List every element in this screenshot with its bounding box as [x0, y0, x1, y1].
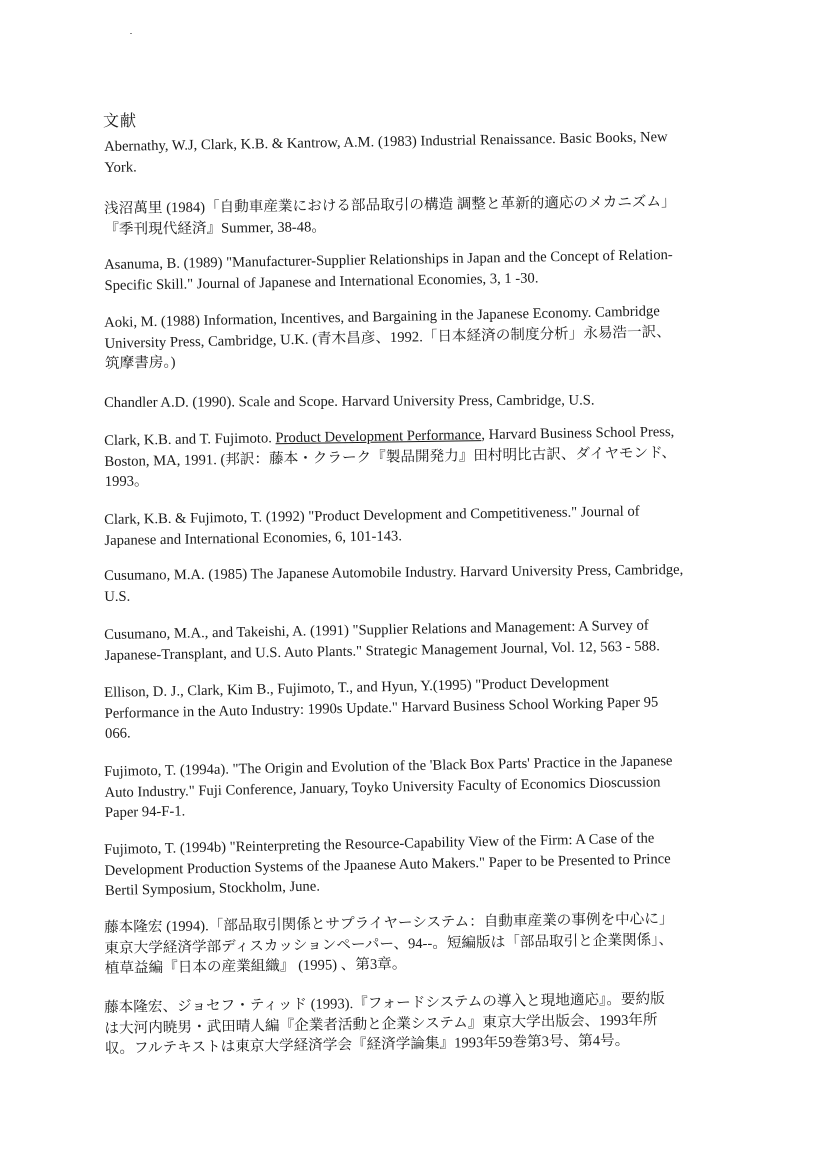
reference-text: Clark, K.B. and T. Fujimoto.: [104, 430, 276, 449]
reference-entry: [104, 828, 671, 901]
reference-entry: [104, 502, 640, 551]
reference-entry: [104, 390, 595, 413]
reference-text: 浅沼萬里 (1984)「自動車産業における部品取引の構造 調整と革新的適応のメカニズム」 『季刊現代経済』Summer, 38-48。: [104, 194, 676, 238]
reference-text: Cusumano, M.A., and Takeishi, A. (1991) "Supplier Relations and Management: A Survey of Japanese-Transplant, and U.S. Auto Plants." Strategic Management Journal, Vol. 12, 563 - 588.: [104, 617, 660, 664]
reference-entry: [104, 989, 666, 1059]
reference-text: 藤本隆宏 (1994).「部品取引関係とサプライヤーシステム：自動車産業の事例を中心に」 東京大学経済学部ディスカッションペーパー、94--。短編版は「部品取引と企業関係」、 植草益編『日本の産業組織』 (1995) 、第3章。: [104, 911, 674, 977]
reference-entry: [104, 127, 668, 178]
reference-text: 藤本隆宏、ジョセフ・ティッド (1993).『フォードシステムの導入と現地適応』。要約版 は大河内暁男・武田晴人編『企業者活動と企業システム』東京大学出版会、1993年所 収。フルテキストは東京大学経済学会『経済学論集』1993年59巻第3号、第4号。: [104, 991, 665, 1057]
reference-text-continued: , Harvard Business School Press, Boston, MA, 1991. (邦訳：藤本・クラーク『製品開発力』田村明比古訳、ダイヤモンド、 1993。: [104, 424, 677, 490]
reference-title-underlined: Product Development Performance: [275, 427, 482, 447]
reference-text: Fujimoto, T. (1994a). "The Origin and Evolution of the 'Black Box Parts' Practice in the Japanese Auto Industry." Fuji Conference, January, Toyko University Faculty of Economics Dioscussion Paper 94-F-1.: [104, 753, 673, 821]
reference-text: Fujimoto, T. (1994b) "Reinterpreting the Resource-Capability View of the Firm: A Case of the Development Production Systems of the Jpaanese Auto Makers." Paper to be Presented to Prince Bertil Symposium, Stockholm, June.: [104, 830, 671, 899]
reference-entry: [104, 671, 659, 744]
reference-text: Clark, K.B. & Fujimoto, T. (1992) "Product Development and Competitiveness." Journal of Japanese and International Economies, 6, 101-143.: [104, 503, 640, 549]
reference-text: Cusumano, M.A. (1985) The Japanese Automobile Industry. Harvard University Press, Cambridge, U.S.: [104, 561, 684, 605]
reference-entry: [104, 615, 660, 666]
reference-entry: [104, 909, 674, 979]
reference-text: Ellison, D. J., Clark, Kim B., Fujimoto, T., and Hyun, Y.(1995) "Product Development Performance in the Auto Industry: 1990s Update." Harvard Business School Working Paper 95 066.: [104, 674, 659, 742]
reference-text: Chandler A.D. (1990). Scale and Scope. Harvard University Press, Cambridge, U.S.: [104, 392, 595, 411]
reference-entry: [104, 560, 684, 607]
page-heading: 文献: [103, 113, 138, 130]
scan-speck: [130, 33, 132, 34]
reference-entry: [104, 422, 677, 492]
reference-text: Asanuma, B. (1989) "Manufacturer-Supplier Relationships in Japan and the Concept of Relation- Specific Skill." Journal of Japanese and International Economies, 3, 1 -30.: [104, 247, 673, 294]
reference-entry: [104, 245, 673, 296]
reference-entry: [104, 751, 673, 823]
reference-text: Abernathy, W.J, Clark, K.B. & Kantrow, A.M. (1983) Industrial Renaissance. Basic Books, New York.: [104, 129, 668, 176]
reference-entry: [104, 192, 676, 240]
reference-entry: [104, 301, 671, 374]
reference-text: Aoki, M. (1988) Information, Incentives, and Bargaining in the Japanese Economy. Cambridge University Press, Cambridge, U.K. (青木昌彦、1992.「日本経済の制度分析」永易浩一訳、 筑摩書房。): [104, 303, 671, 372]
